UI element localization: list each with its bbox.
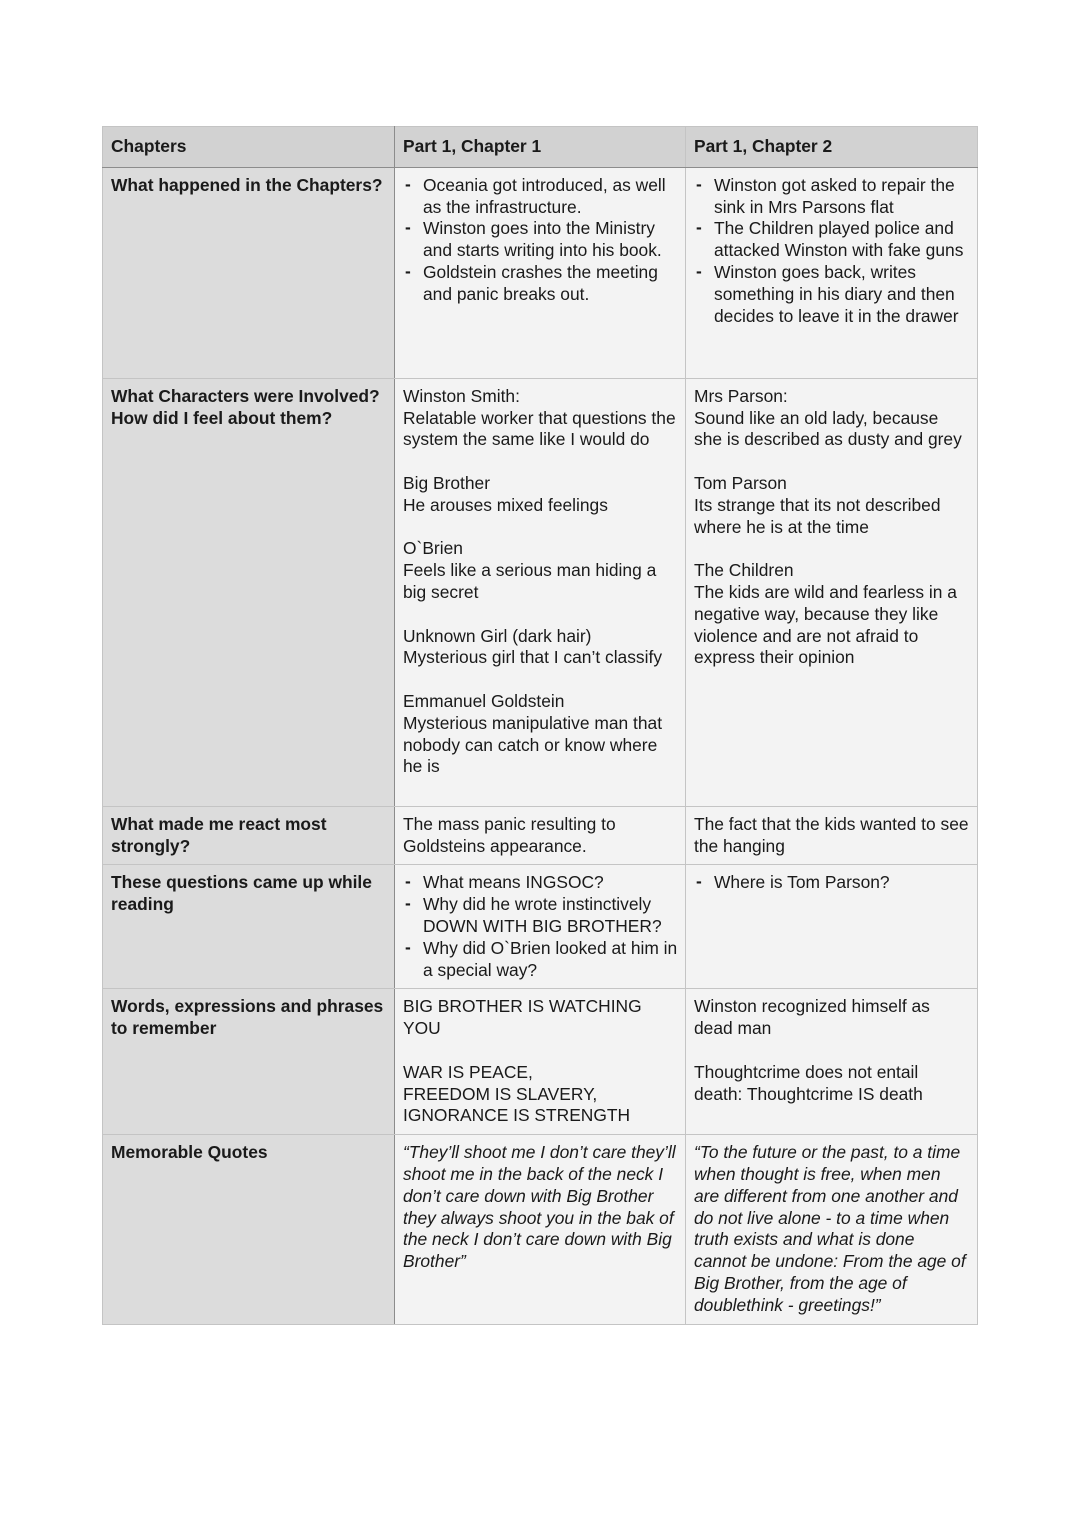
character-name: Tom Parson [694,472,787,493]
row-what-happened [103,167,978,378]
character-description: Its strange that its not described where he is at the time [694,494,941,537]
character-entry [403,473,678,517]
row-label: What happened in the Chapters? [103,167,395,378]
list-item: - Goldstein crashes the meeting and panic breaks out. [403,262,678,306]
row-label: These questions came up while reading [103,865,395,989]
list-item: - Winston got asked to repair the sink in Mrs Parsons flat [694,175,970,219]
list-item: - Winston goes back, writes something in his diary and then decides to leave it in the drawer [694,262,970,327]
reading-log-table [102,126,978,1325]
table-header [103,127,978,168]
phrase [403,1062,678,1127]
row-quotes [103,1135,978,1324]
header-row [103,127,978,168]
character-entry [403,538,678,603]
question-list [403,872,678,981]
character-name: Winston Smith: [403,385,520,406]
cell-words-ch1 [395,989,686,1135]
character-description: He arouses mixed feelings [403,494,608,515]
character-entry [403,386,678,451]
row-label: What Characters were Involved? How did I feel about them? [103,378,395,806]
row-words [103,989,978,1135]
character-name: O`Brien [403,538,463,559]
phrase: Winston recognized himself as dead man [694,996,930,1039]
character-entry [403,626,678,670]
row-react [103,806,978,865]
character-description: The kids are wild and fearless in a negative way, because they like violence and are not afraid to express their opinion [694,581,957,668]
cell-react-ch2: The fact that the kids wanted to see the hanging [686,806,978,865]
event-list [694,175,970,328]
list-item: - Oceania got introduced, as well as the infrastructure. [403,175,678,219]
character-entry [403,691,678,778]
cell-react-ch1: The mass panic resulting to Goldsteins appearance. [395,806,686,865]
slogan-line: WAR IS PEACE, [403,1061,533,1082]
row-label: Memorable Quotes [103,1135,395,1324]
cell-words-ch2 [686,989,978,1135]
character-entry [694,386,970,451]
cell-characters-ch1 [395,378,686,806]
table-body [103,167,978,1324]
list-item: - Winston goes into the Ministry and starts writing into his book. [403,218,678,262]
character-description: Mysterious girl that I can’t classify [403,647,663,668]
character-entry [694,560,970,669]
list-item: - The Children played police and attacked Winston with fake guns [694,218,970,262]
slogan-line: IGNORANCE IS STRENGTH [403,1105,631,1126]
cell-quote-ch2: “To the future or the past, to a time when thought is free, when men are different from one another and do not live alone - to a time when truth exists and what is done cannot be undone: From the age of Big Brother, from the age of doublethink - greetings!” [686,1135,978,1324]
cell-happened-ch2 [686,167,978,378]
row-label: What made me react most strongly? [103,806,395,865]
character-name: The Children [694,560,794,581]
cell-questions-ch1 [395,865,686,989]
header-chapters: Chapters [103,127,395,168]
header-part1-chapter2: Part 1, Chapter 2 [686,127,978,168]
cell-questions-ch2 [686,865,978,989]
list-item: - Where is Tom Parson? [694,872,970,894]
character-description: Relatable worker that questions the system the same like I would do [403,407,676,450]
row-characters [103,378,978,806]
character-name: Emmanuel Goldstein [403,690,565,711]
character-description: Sound like an old lady, because she is described as dusty and grey [694,407,962,450]
character-name: Mrs Parson: [694,385,788,406]
question-list [694,872,970,894]
character-name: Big Brother [403,472,490,493]
character-description: Mysterious manipulative man that nobody can catch or know where he is [403,712,663,777]
phrase: BIG BROTHER IS WATCHING YOU [403,996,642,1039]
event-list [403,175,678,306]
list-item: - What means INGSOC? [403,872,678,894]
phrase: Thoughtcrime does not entail death: Thoughtcrime IS death [694,1061,923,1104]
header-part1-chapter1: Part 1, Chapter 1 [395,127,686,168]
character-description: Feels like a serious man hiding a big secret [403,560,657,602]
list-item: - Why did he wrote instinctively DOWN WITH BIG BROTHER? [403,894,678,938]
cell-happened-ch1 [395,167,686,378]
row-label: Words, expressions and phrases to remember [103,989,395,1135]
cell-quote-ch1: “They’ll shoot me I don’t care they’ll shoot me in the back of the neck I don’t care down with Big Brother they always shoot you in the bak of the neck I don’t care down with Big Brother” [395,1135,686,1324]
character-name: Unknown Girl (dark hair) [403,625,592,646]
row-questions [103,865,978,989]
slogan-line: FREEDOM IS SLAVERY, [403,1083,598,1104]
character-entry [694,473,970,538]
list-item: - Why did O`Brien looked at him in a special way? [403,938,678,982]
cell-characters-ch2 [686,378,978,806]
